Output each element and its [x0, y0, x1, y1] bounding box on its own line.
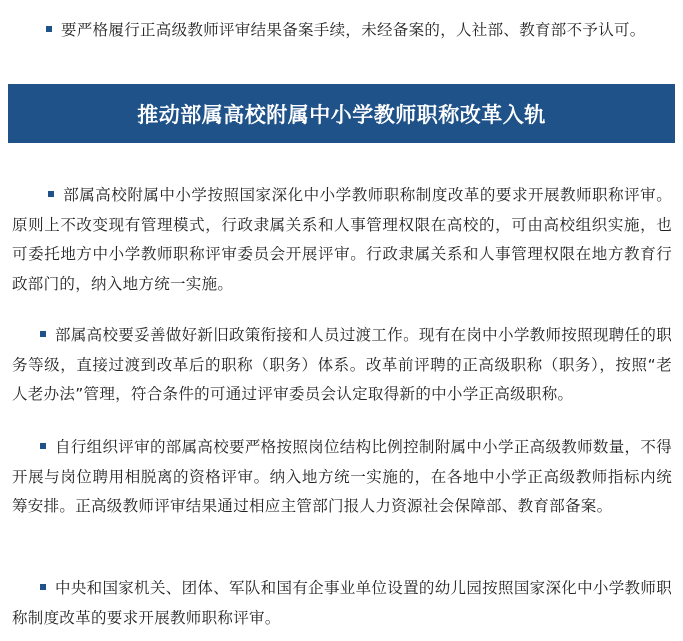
paragraph-2	[12, 321, 672, 410]
paragraph-text: 自行组织评审的部属高校要严格按照岗位结构比例控制附属中小学正高级教师数量，不得开展与岗位聘用相脱离的资格评审。纳入地方统一实施的，在各地中小学正高级教师指标内统筹安排。正高级教师评审结果通过相应主管部门报人力资源社会保障部、教育部备案。	[12, 438, 672, 515]
intro-paragraph	[12, 16, 676, 46]
paragraph-text: 中央和国家机关、团体、军队和国有企事业单位设置的幼儿园按照国家深化中小学教师职称制度改革的要求开展教师职称评审。	[12, 579, 672, 627]
square-bullet-icon	[48, 191, 54, 197]
paragraph-text: 部属高校附属中小学按照国家深化中小学教师职称制度改革的要求开展教师职称评审。原则上不改变现有管理模式，行政隶属关系和人事管理权限在高校的，可由高校组织实施，也可委托地方中小学教师职称评审委员会开展评审。行政隶属关系和人事管理权限在地方教育行政部门的，纳入地方统一实施。	[12, 186, 672, 293]
square-bullet-icon	[40, 584, 46, 590]
square-bullet-icon	[46, 26, 52, 32]
paragraph-4	[12, 574, 672, 633]
square-bullet-icon	[40, 331, 46, 337]
paragraph-3	[12, 433, 672, 522]
paragraph-1	[12, 181, 672, 299]
section-title: 推动部属高校附属中小学教师职称改革入轨	[137, 102, 546, 127]
intro-text: 要严格履行正高级教师评审结果备案手续，未经备案的，人社部、教育部不予认可。	[61, 21, 646, 39]
section-banner	[8, 84, 675, 143]
square-bullet-icon	[40, 443, 46, 449]
paragraph-text: 部属高校要妥善做好新旧政策衔接和人员过渡工作。现有在岗中小学教师按照现聘任的职务等级，直接过渡到改革后的职称（职务）体系。改革前评聘的正高级职称（职务），按照“老人老办法”管理，符合条件的可通过评审委员会认定取得新的中小学正高级职称。	[12, 326, 672, 403]
